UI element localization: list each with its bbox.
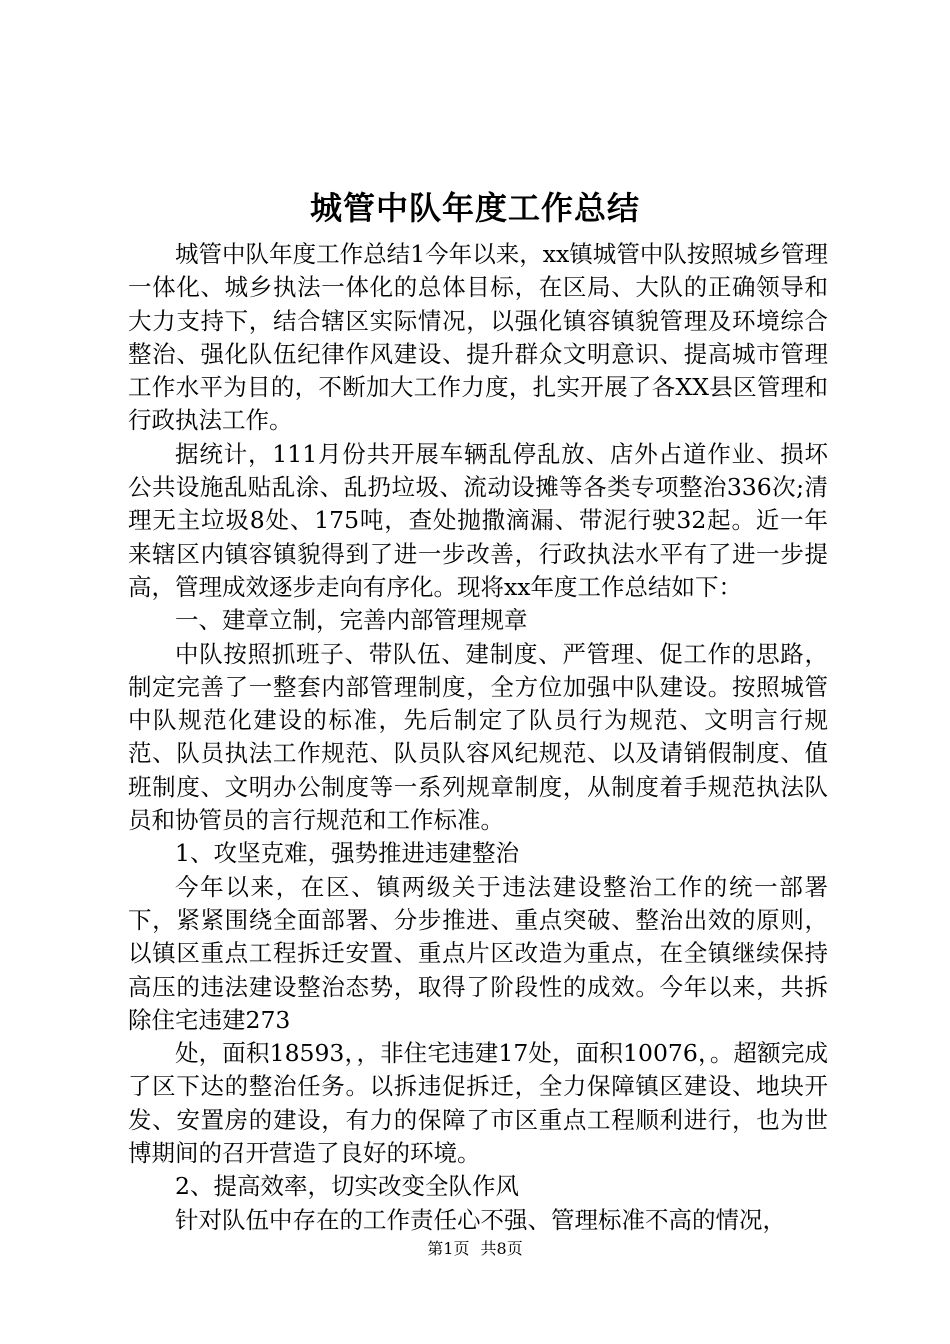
section-heading-1: 一、建章立制，完善内部管理规章 (175, 606, 528, 635)
page-footer (0, 1238, 950, 1260)
section-heading-3: 2、提高效率，切实改变全队作风 (175, 1172, 519, 1201)
section-heading-2: 1、攻坚克难，强势推进违建整治 (175, 839, 519, 868)
paragraph-demolition-cont: 处，面积18593，，非住宅违建17处，面积10076，。超额完成了区下达的整治任务。以拆违促拆迁，全力保障镇区建设、地块开发、安置房的建设，有力的保障了市区重点工程顺利进行，也为世博期间的召开营造了良好的环境。 (128, 1039, 828, 1168)
paragraph-statistics: 据统计，111月份共开展车辆乱停乱放、店外占道作业、损坏公共设施乱贴乱涂、乱扔垃圾、流动设摊等各类专项整治336次;清理无主垃圾8处、175吨，查处抛撒滴漏、带泥行驶32起。近一年来辖区内镇容镇貌得到了进一步改善，行政执法水平有了进一步提高，管理成效逐步走向有序化。现将xx年度工作总结如下： (128, 439, 828, 601)
document-title: 城管中队年度工作总结 (309, 189, 640, 227)
paragraph-demolition: 今年以来，在区、镇两级关于违法建设整治工作的统一部署下，紧紧围绕全面部署、分步推进、重点突破、整治出效的原则，以镇区重点工程拆迁安置、重点片区改造为重点，在全镇继续保持高压的违法建设整治态势，取得了阶段性的成效。今年以来，共拆除住宅违建273 (128, 872, 828, 1034)
paragraph-intro: 城管中队年度工作总结1今年以来，xx镇城管中队按照城乡管理一体化、城乡执法一体化的总体目标，在区局、大队的正确领导和大力支持下，结合辖区实际情况，以强化镇容镇貌管理及环境综合整治、强化队伍纪律作风建设、提升群众文明意识、提高城市管理工作水平为目的，不断加大工作力度，扎实开展了各XX县区管理和行政执法工作。 (128, 240, 828, 435)
paragraph-efficiency: 针对队伍中存在的工作责任心不强、管理标准不高的情况， (175, 1205, 786, 1234)
page-total: 共8页 (480, 1239, 523, 1258)
paragraph-management: 中队按照抓班子、带队伍、建制度、严管理、促工作的思路，制定完善了一整套内部管理制度，全方位加强中队建设。按照城管中队规范化建设的标准，先后制定了队员行为规范、文明言行规范、队员执法工作规范、队员队容风纪规范、以及请销假制度、值班制度、文明办公制度等一系列规章制度，从制度着手规范执法队员和协管员的言行规范和工作标准。 (128, 639, 828, 835)
page-number: 第1页 (427, 1239, 470, 1258)
document-body (128, 238, 828, 1237)
